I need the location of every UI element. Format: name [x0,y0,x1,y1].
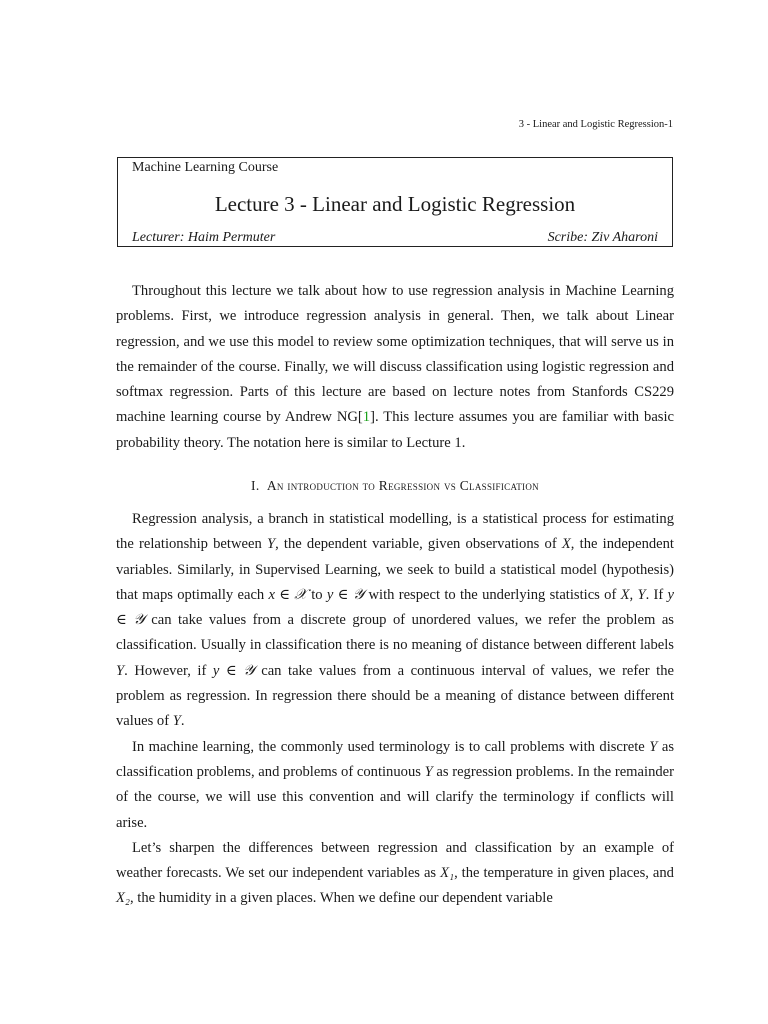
section-paragraph-3: Let’s sharpen the differences between regression and classification by an example of weather forecasts. We set our independent variables as X₁, the temperature in given places, and X₂, the humidity in a given places. When we define our dependent variable [116,839,674,907]
section-number: I. [251,478,260,493]
intro-text-1: Throughout this lecture we talk about how to use regression analysis in Machine Learning problems. First, we introduce regression analysis in general. Then, we talk about Linear regression, and we use this model to review some optimization techniques, that will serve us in the remainder of the course. Finally, we will discuss classification using logistic regression and softmax regression. Parts of this lecture are based on lecture notes from Stanfords CS229 machine learning course by Andrew NG[ [116,283,674,426]
math-Y: Y [424,763,433,780]
section-paragraph-2: In machine learning, the commonly used terminology is to call problems with discrete Y as classification problems, and problems of continuous Y as regression problems. In the remainder of the course, we will use this convention and will clarify the terminology if conflicts will arise. [116,738,674,831]
running-head: 3 - Linear and Logistic Regression-1 [518,119,673,130]
math-XY: X, Y [620,586,646,603]
math-y-in-Y: y ∈ 𝒴 [116,586,674,629]
intro-text-2: ]. This lecture assumes you are familiar with basic probability theory. The notation here is similar to Lecture 1. [116,409,675,451]
section-title: An introduction to Regression vs Classification [266,478,539,493]
math-y-in-Y: y ∈ 𝒴 [212,662,255,679]
math-Y: Y [116,662,125,679]
math-X1: X₁ [440,865,455,882]
section-heading [116,478,674,494]
section-body [116,507,674,912]
course-name: Machine Learning Course [132,160,279,175]
intro-paragraph [116,279,674,456]
lecture-header-box [117,157,673,247]
citation-link[interactable]: 1 [362,409,371,426]
math-Y: Y [172,713,181,730]
math-X: X [561,536,571,553]
lecture-title: Lecture 3 - Linear and Logistic Regression [214,192,576,216]
math-X2: X₂ [116,890,130,907]
section-paragraph-1: Regression analysis, a branch in statistical modelling, is a statistical process for estimating the relationship between Y, the dependent variable, given observations of X, the independent variables. Similarly, in Supervised Learning, we seek to build a statistical model (hypothesis) that maps optimally each x ∈ 𝒳 to y ∈ 𝒴 with respect to the underlying statistics of X, Y. If y ∈ 𝒴 can take values from a discrete group of unordered values, we refer the problem as classification. Usually in classification there is no meaning of distance between different labels Y. However, if y ∈ 𝒴 can take values from a continuous interval of values, we refer the problem as regression. In regression there should be a meaning of distance between different values of Y. [116,511,674,730]
math-y-in-Y: y ∈ 𝒴 [326,586,365,603]
scribe-name: Scribe: Ziv Aharoni [547,230,658,245]
math-x-in-X: x ∈ 𝒳 [268,586,307,603]
math-Y: Y [266,536,276,553]
lecturer-name: Lecturer: Haim Permuter [132,230,276,245]
math-Y: Y [649,738,658,755]
